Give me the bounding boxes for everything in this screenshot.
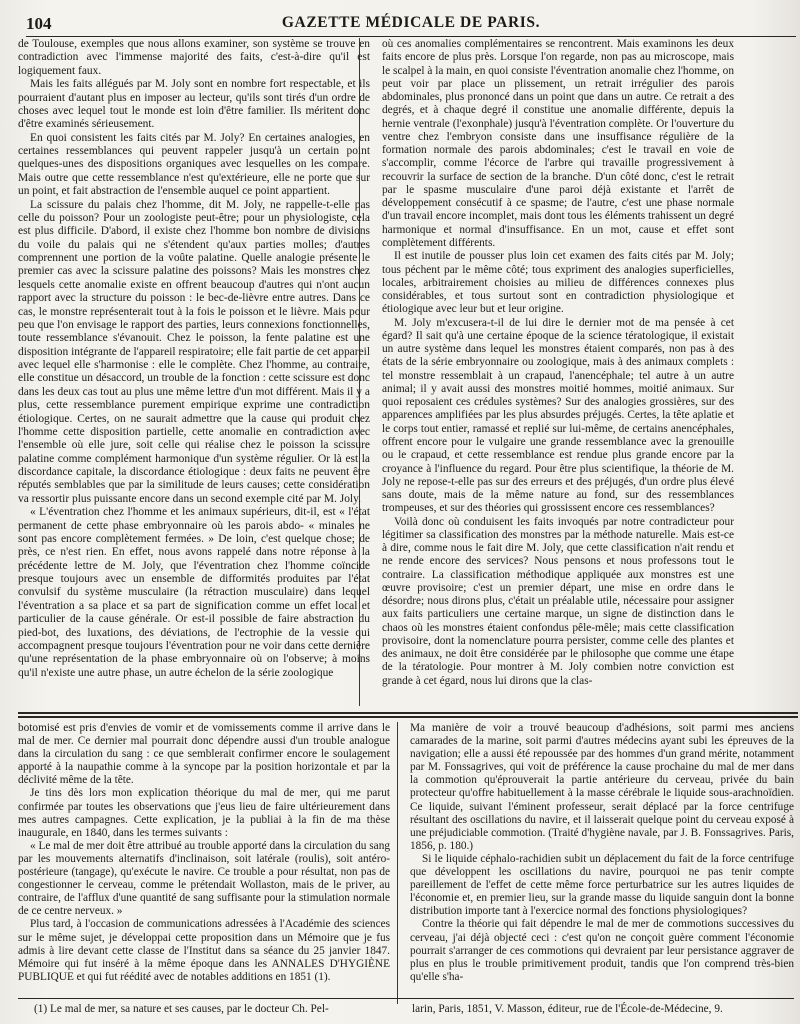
section-divider [18,716,798,718]
top-left-column [18,38,370,680]
paragraph: En quoi consistent les faits cités par M. Joly? En certaines analogies, en certaines ressemblances qui peuvent rappeler jusqu'à un certain point quelques-unes des dispositions organiques avec lesquelles on les compare. Mais outre que cette ressemblance n'est qu'extérieure, elle ne porte que sur un point, et fait abstraction de l'ensemble auquel ce point appartient. [18,131,370,198]
footnote-left: (1) Le mal de mer, sa nature et ses causes, par le docteur Ch. Pel- [34,1003,329,1015]
bottom-right-column [410,722,794,984]
paragraph: botomisé est pris d'envies de vomir et de vomissements comme il arrive dans le mal de mer. Ce dernier mal pourrait donc dépendre aussi d'un trouble analogue dans la circulation du sang : ce que semblerait confirmer encore le soulagement apporté à la naupathie comme à la syncope par la position horizontale et par la déclivité même de la tête. [18,722,390,787]
paragraph: « L'éventration chez l'homme et les animaux supérieurs, dit-il, est « l'état permanent de cette phase embryonnaire où les parois abdo- « minales ne sont pas encore complètement fermées. » De loin, c'est quelque chose; de près, ce n'est rien. En effet, nous avons rappelé dans notre réponse à la précédente lettre de M. Joly, que l'éventration chez l'homme coïncide presque toujours avec un ensemble de difformités produites par l'état convulsif du système musculaire (la rétraction musculaire) dans lequel l'éventration a sa place et sa part de signification comme un effet local et particulier de la cause générale. Or est-il possible de faire abstraction du pied-bot, des luxations, des déviations, de l'ectrophie de la vessie qui accompagnent presque toujours l'éventration pour ne voir dans cette dernière qu'une représentation de la phase embryonnaire où on l'observe; à moins qu'il n'existe une autre phase, un autre échelon de la série zoologique [18,506,370,679]
paragraph: Il est inutile de pousser plus loin cet examen des faits cités par M. Joly; tous péchent par le même côté; tous expriment des analogies superficielles, locales, arbitrairement choisies au milieu de différences connexes plus considérables, et tous surtout sont en contradiction physiologique et étiologique avec leur but et leur origine. [382,250,734,316]
paragraph: Voilà donc où conduisent les faits invoqués par notre contradicteur pour légitimer sa classification des monstres par la méthode naturelle. Mais est-ce à dire, comme nous le fait dire M. Joly, que cette classification n'ait rendu et ne rende encore des services? Nous pensons et nous professons tout le contraire. La classification méthodique appliquée aux monstres est une œuvre provisoire; c'est un premier départ, une mise en ordre dans le désordre; nous dirons plus, c'était un préalable utile, nécessaire pour assigner aux faits particuliers une certaine marque, un signe de distinction dans le chaos où les monstres étaient confondus pêle-mêle; mais cette classification provisoire, dont la nomenclature pourra persister, comme celle des plantes et des animaux, ne doit être considérée par le philosophe que comme une étape de la tératologie. Pour montrer à M. Joly combien notre conviction est grande à cet égard, nous lui dirons que la clas- [382,515,734,687]
paragraph: La scissure du palais chez l'homme, dit M. Joly, ne rappelle-t-elle pas celle du poisson? Pour un zoologiste peut-être; pour un physiologiste, cela est plus difficile. D'abord, il existe chez l'homme bon nombre de divisions du voile du palais qui ne s'étendent qu'aux parties molles; d'autres comprennent une portion de la voûte palatine. Quelle analogie présente le premier cas avec la scissure palatine des poissons? Mais les monstres chez lesquels cette anomalie existe en offrent beaucoup d'autres qui n'ont aucun rapport avec la structure du poisson : le bec-de-lièvre entre autres. Dans ce cas, le monstre représenterait tout à la fois le poisson et le lièvre. Mais pour peu que l'on envisage le rapport des parties, leurs connexions fonctionnelles, toute ressemblance s'évanouit. Chez le poisson, la fente palatine est une disposition intégrante de l'appareil respiratoire; elle fait partie de cet appareil avec lequel elle s'harmonise : elle le complète. Chez l'homme, au contraire, elle constitue un désaccord, un trouble de la fonction : cette scissure est donc dans les deux cas tout au plus une même lettre d'un mot différent. Mais il y a plus, cette ressemblance purement empirique exprime une contradiction étiologique. Certes, on ne saurait admettre que la cause qui produit chez l'homme cette disposition partielle, cette anomalie en contradiction avec l'ensemble où elle jure, soit celle qui réalise chez le poisson la scissure palatine comme complément harmonique d'un système régulier. Or là est la discordance capitale, la discordance étiologique : deux faits ne peuvent être réputés semblables que par la similitude de leurs causes; cette considération va ressortir plus puissante encore dans un second exemple cité par M. Joly. [18,198,370,505]
footnote [18,998,794,1021]
section-divider [18,712,798,714]
top-article [18,38,794,708]
page-header [26,8,796,37]
paragraph: Je tins dès lors mon explication théorique du mal de mer, qui me parut confirmée par toutes les observations que j'eus lieu de faire ultérieurement dans mes autres campagnes. Cette explication, je la publiai à la fin de ma thèse inaugurale, en 1840, dans les termes suivants : [18,787,390,839]
paragraph: où ces anomalies complémentaires se rencontrent. Mais examinons les deux faits encore de plus près. Lorsque l'on regarde, non pas au microscope, mais le scalpel à la main, en quoi consiste l'éventration anomalie chez l'homme, on peut voir par place un plissement, un retrait irrégulier des parois abdominales, plus prononcé dans un point que dans un autre. Ce retrait a des degrés, et à chaque degré il constitue une anomalie différente, depuis la hernie ventrale (l'exonphale) jusqu'à l'éventration complète. Or l'ouverture du ventre chez l'embryon consiste dans une insuffisance régulière de la formation normale des parois abdominales; c'est le travail en voie de s'accomplir, comme l'écorce de l'arbre qui travaille progressivement à recouvrir la surface de section de la branche. D'un côté donc, c'est le retrait par le spasme musculaire d'une paroi déjà existante et l'arrêt de développement consécutif à ce spasme; de l'autre, c'est une phase normale d'un travail encore incomplet, mais dont tous les éléments trahissent un degré harmonique et normal d'insuffisance. En un mot, cause et effet sont complètement différents. [382,38,734,249]
paragraph: M. Joly m'excusera-t-il de lui dire le dernier mot de ma pensée à cet égard? Il sait qu'à une certaine époque de la science tératologique, il existait un autre système dans lequel les monstres étaient comparés, non pas à des états de la série embryonnaire ou zoologique, mais à des animaux complets : tel monstre ressemblait à un crapaud, l'anencéphale; tel autre à un autre animal; il y avait aussi des monstres moitié hommes, moitié animaux. Sur quoi reposaient ces crédules systèmes? Sur des analogies grossières, sur des apparences amplifiées par les plus absurdes préjugés. Certes, la tête aplatie et le corps tout entier, ramassé et replié sur lui-même, de certains anencéphales, offrent encore pour le vulgaire une grande ressemblance avec la grenouille ou le crapaud, et cette ressemblance est rendue plus grande encore par la croyance à l'influence du regard. Pour être plus scientifique, la théorie de M. Joly ne repose-t-elle pas sur des erreurs et des préjugés, d'un ordre plus élevé sans doute, mais de la même nature au fond, sur des ressemblances trompeuses, et sur des théories qui grossissent encore ces ressemblances? [382,316,734,515]
paragraph: Plus tard, à l'occasion de communications adressées à l'Académie des sciences sur le même sujet, je développai cette proposition dans un Mémoire que je fus admis à lire devant cette classe de l'Institut dans sa séance du 25 janvier 1847. Mémoire qui fut inséré à la même époque dans les ANNALES D'HYGIÈNE PUBLIQUE et qui fut réédité avec de notables additions en 1851 (1). [18,918,390,983]
page-number: 104 [26,14,52,33]
paragraph: Contre la théorie qui fait dépendre le mal de mer de commotions successives du cerveau, j'ai déjà objecté ceci : c'est qu'on ne conçoit guère comment l'économie pourrait s'arranger de ces commotions qui devraient par leur persistance aggraver de plus en plus le trouble primitivement produit, tandis que l'on comprend très-bien qu'elle s'ha- [410,918,794,983]
bottom-left-column [18,722,390,984]
paragraph: Ma manière de voir a trouvé beaucoup d'adhésions, soit parmi mes anciens camarades de la marine, soit parmi d'autres médecins ayant subi les épreuves de la navigation; elle a aussi été repoussée par des hommes d'un grand mérite, notamment par M. Fonssagrives, qui voit de préférence la cause prochaine du mal de mer dans la commotion qu'éprouverait la partie antérieure du cerveau, privée du bain protecteur qu'offre habituellement à la masse cérébrale le liquide sous-arachnoïdien. Ce liquide, suivant l'éminent professeur, serait déplacé par la force centrifuge résultant des oscillations du navire, et il laisserait quelque point du cerveau exposé à une préjudiciable commotion. (Traité d'hygiène navale, par J. B. Fonssagrives. Paris, 1856, p. 180.) [410,722,794,852]
journal-title: GAZETTE MÉDICALE DE PARIS. [281,14,541,31]
bottom-article [18,722,794,1002]
paragraph: Si le liquide céphalo-rachidien subit un déplacement du fait de la force centrifuge que développent les oscillations du navire, pourquoi ne pas tenir compte pareillement de l'effet de cette même force perturbatrice sur les autres liquides de l'économie et, en premier lieu, sur la grande masse du liquide sanguin dont la bonne distribution importe tant à l'exercice normal des fonctions physiologiques? [410,852,794,918]
top-right-column [382,38,734,688]
footnote-right: larin, Paris, 1851, V. Masson, éditeur, rue de l'École-de-Médecine, 9. [412,1003,723,1015]
paragraph: Mais les faits allégués par M. Joly sont en nombre fort respectable, et ils pourraient d'autant plus en imposer au lecteur, qu'ils sont tirés d'un ordre de choses avec lequel tout le monde est loin d'être familier. Ils méritent donc d'être examinés sérieusement. [18,78,370,131]
paragraph: « Le mal de mer doit être attribué au trouble apporté dans la circulation du sang par les mouvements alternatifs d'inclinaison, soit latérale (roulis), soit antéro-postérieure (tangage), qu'exécute le navire. Ce trouble a pour résultat, non pas de congestionner le cerveau, comme le prétendait Wollaston, mais de le priver, au contraire, de l'afflux d'une quantité de sang suffisante pour la stimulation normale de ce centre nerveux. » [18,839,390,918]
paragraph: de Toulouse, exemples que nous allons examiner, son système se trouve en contradiction avec l'immense majorité des faits, c'est-à-dire qu'il est logiquement faux. [18,38,370,77]
